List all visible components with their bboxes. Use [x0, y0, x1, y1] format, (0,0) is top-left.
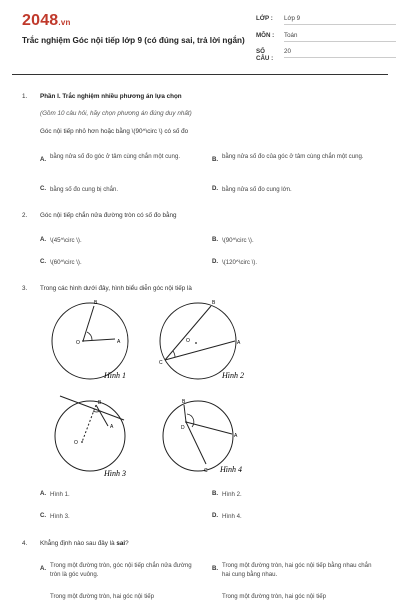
figure-caption: Hình 3	[104, 469, 126, 478]
question-text: Góc nội tiếp nhỏ hơn hoặc bằng \(90^\circ \) có số đo	[40, 128, 189, 135]
point-label: A	[237, 340, 241, 346]
question-number: 1.	[22, 93, 28, 100]
question-text: Trong các hình dưới đây, hình biểu diễn góc nội tiếp là	[40, 285, 192, 292]
point-label: C	[204, 468, 208, 474]
question-emphasis: sai	[116, 540, 126, 547]
figure-circle	[163, 401, 233, 471]
figure-segment	[165, 341, 235, 360]
option-text: Trong một đường tròn, hai góc nội tiếp	[222, 593, 327, 600]
option-letter: D.	[212, 258, 219, 265]
section-heading: Phần I. Trắc nghiệm nhiều phương án lựa chọn	[40, 93, 182, 100]
option-letter: B.	[212, 490, 219, 497]
meta-value: Toán	[284, 32, 396, 42]
logo-tld: .vn	[58, 18, 71, 27]
option-letter: B.	[212, 236, 219, 243]
option-letter: C.	[40, 185, 47, 192]
angle-mark	[93, 411, 100, 412]
figure-segment	[96, 405, 108, 426]
point-label: B	[182, 399, 186, 405]
figure-segment	[165, 306, 211, 360]
option-letter: C.	[40, 258, 47, 265]
page-title: Trắc nghiệm Góc nội tiếp lớp 9 (có đúng sai, trả lời ngắn)	[22, 36, 245, 45]
option-letter: C.	[40, 512, 47, 519]
question-number: 2.	[22, 212, 28, 219]
point-label: A	[117, 339, 121, 345]
figure-segment	[83, 339, 115, 341]
figure-caption: Hình 1	[104, 371, 126, 380]
meta-label: SỐ CÂU :	[256, 48, 274, 62]
point-label: O	[74, 440, 78, 446]
figure-segment	[186, 422, 232, 434]
option-text: \(45^\circ \).	[50, 237, 82, 244]
option-letter: B.	[212, 156, 219, 163]
figure-hinh-4	[148, 392, 258, 482]
figure-caption: Hình 2	[222, 371, 244, 380]
option-letter: A.	[40, 156, 47, 163]
option-text: bằng số đo cung bị chắn.	[50, 186, 119, 193]
figure-point	[185, 421, 187, 423]
option-text: \(120^\circ \).	[222, 259, 258, 266]
option-text: Hình 4.	[222, 513, 242, 520]
option-letter: B.	[212, 565, 219, 572]
point-label: B	[94, 300, 98, 306]
question-text-row	[40, 540, 129, 547]
figure-circle	[160, 303, 236, 379]
figure-hinh-3	[38, 392, 148, 482]
point-label: B	[98, 400, 102, 406]
option-text: bằng nửa số đo góc ở tâm cùng chắn một cung.	[50, 153, 181, 160]
option-letter: D.	[212, 512, 219, 519]
option-letter: A.	[40, 490, 47, 497]
figure-segment	[186, 422, 206, 464]
point-label: B	[212, 300, 216, 306]
option-letter: D.	[212, 185, 219, 192]
question-number: 3.	[22, 285, 28, 292]
point-label: D	[181, 425, 185, 431]
option-text: Hình 1.	[50, 491, 70, 498]
option-text: bằng nửa số đo cung lớn.	[222, 186, 292, 193]
option-text: \(60^\circ \).	[50, 259, 82, 266]
meta-label: MÔN :	[256, 32, 275, 39]
question-text: Góc nội tiếp chắn nửa đường tròn có số đo bằng	[40, 212, 177, 219]
angle-mark	[87, 332, 92, 340]
meta-label: LỚP :	[256, 15, 273, 22]
figure-hinh-1	[38, 298, 148, 388]
figure-hinh-2	[148, 298, 258, 388]
question-mark: ?	[125, 540, 129, 547]
option-letter: A.	[40, 236, 47, 243]
option-text: bằng nửa số đo của góc ở tâm cùng chắn một cung.	[222, 153, 364, 160]
option-text: Trong một đường tròn, hai góc nội tiếp	[50, 593, 155, 600]
point-label: A	[234, 433, 238, 439]
angle-mark	[173, 351, 175, 357]
option-text: Trong một đường tròn, hai góc nội tiếp bằng nhau chắn hai cung bằng nhau.	[222, 562, 372, 578]
header-divider	[12, 74, 388, 75]
figure-point	[195, 342, 197, 344]
point-label: C	[159, 360, 163, 366]
logo-text: 2048	[22, 12, 59, 29]
option-text: \(90^\circ \).	[222, 237, 254, 244]
angle-mark	[187, 414, 194, 427]
option-text: Hình 3.	[50, 513, 70, 520]
figure-segment-dashed	[82, 405, 96, 442]
figure-segment	[184, 405, 186, 422]
point-label: O	[76, 340, 80, 346]
question-text: Khẳng định nào sau đây là	[40, 540, 117, 547]
meta-value: Lớp 9	[284, 15, 396, 25]
meta-value: 20	[284, 48, 396, 58]
option-text: Trong một đường tròn, góc nội tiếp chắn nửa đường tròn là góc vuông.	[50, 562, 192, 578]
site-logo[interactable]	[22, 12, 71, 30]
figure-circle	[55, 401, 125, 471]
section-note: (Gồm 10 câu hỏi, hãy chọn phương án đúng duy nhất)	[40, 110, 192, 117]
figure-point	[81, 441, 83, 443]
point-label: O	[186, 338, 190, 344]
figure-point	[82, 340, 84, 342]
figure-caption: Hình 4	[220, 465, 242, 474]
option-text: Hình 2.	[222, 491, 242, 498]
figure-segment	[83, 306, 94, 341]
point-label: A	[110, 424, 114, 430]
option-letter: A.	[40, 565, 47, 572]
question-number: 4.	[22, 540, 28, 547]
